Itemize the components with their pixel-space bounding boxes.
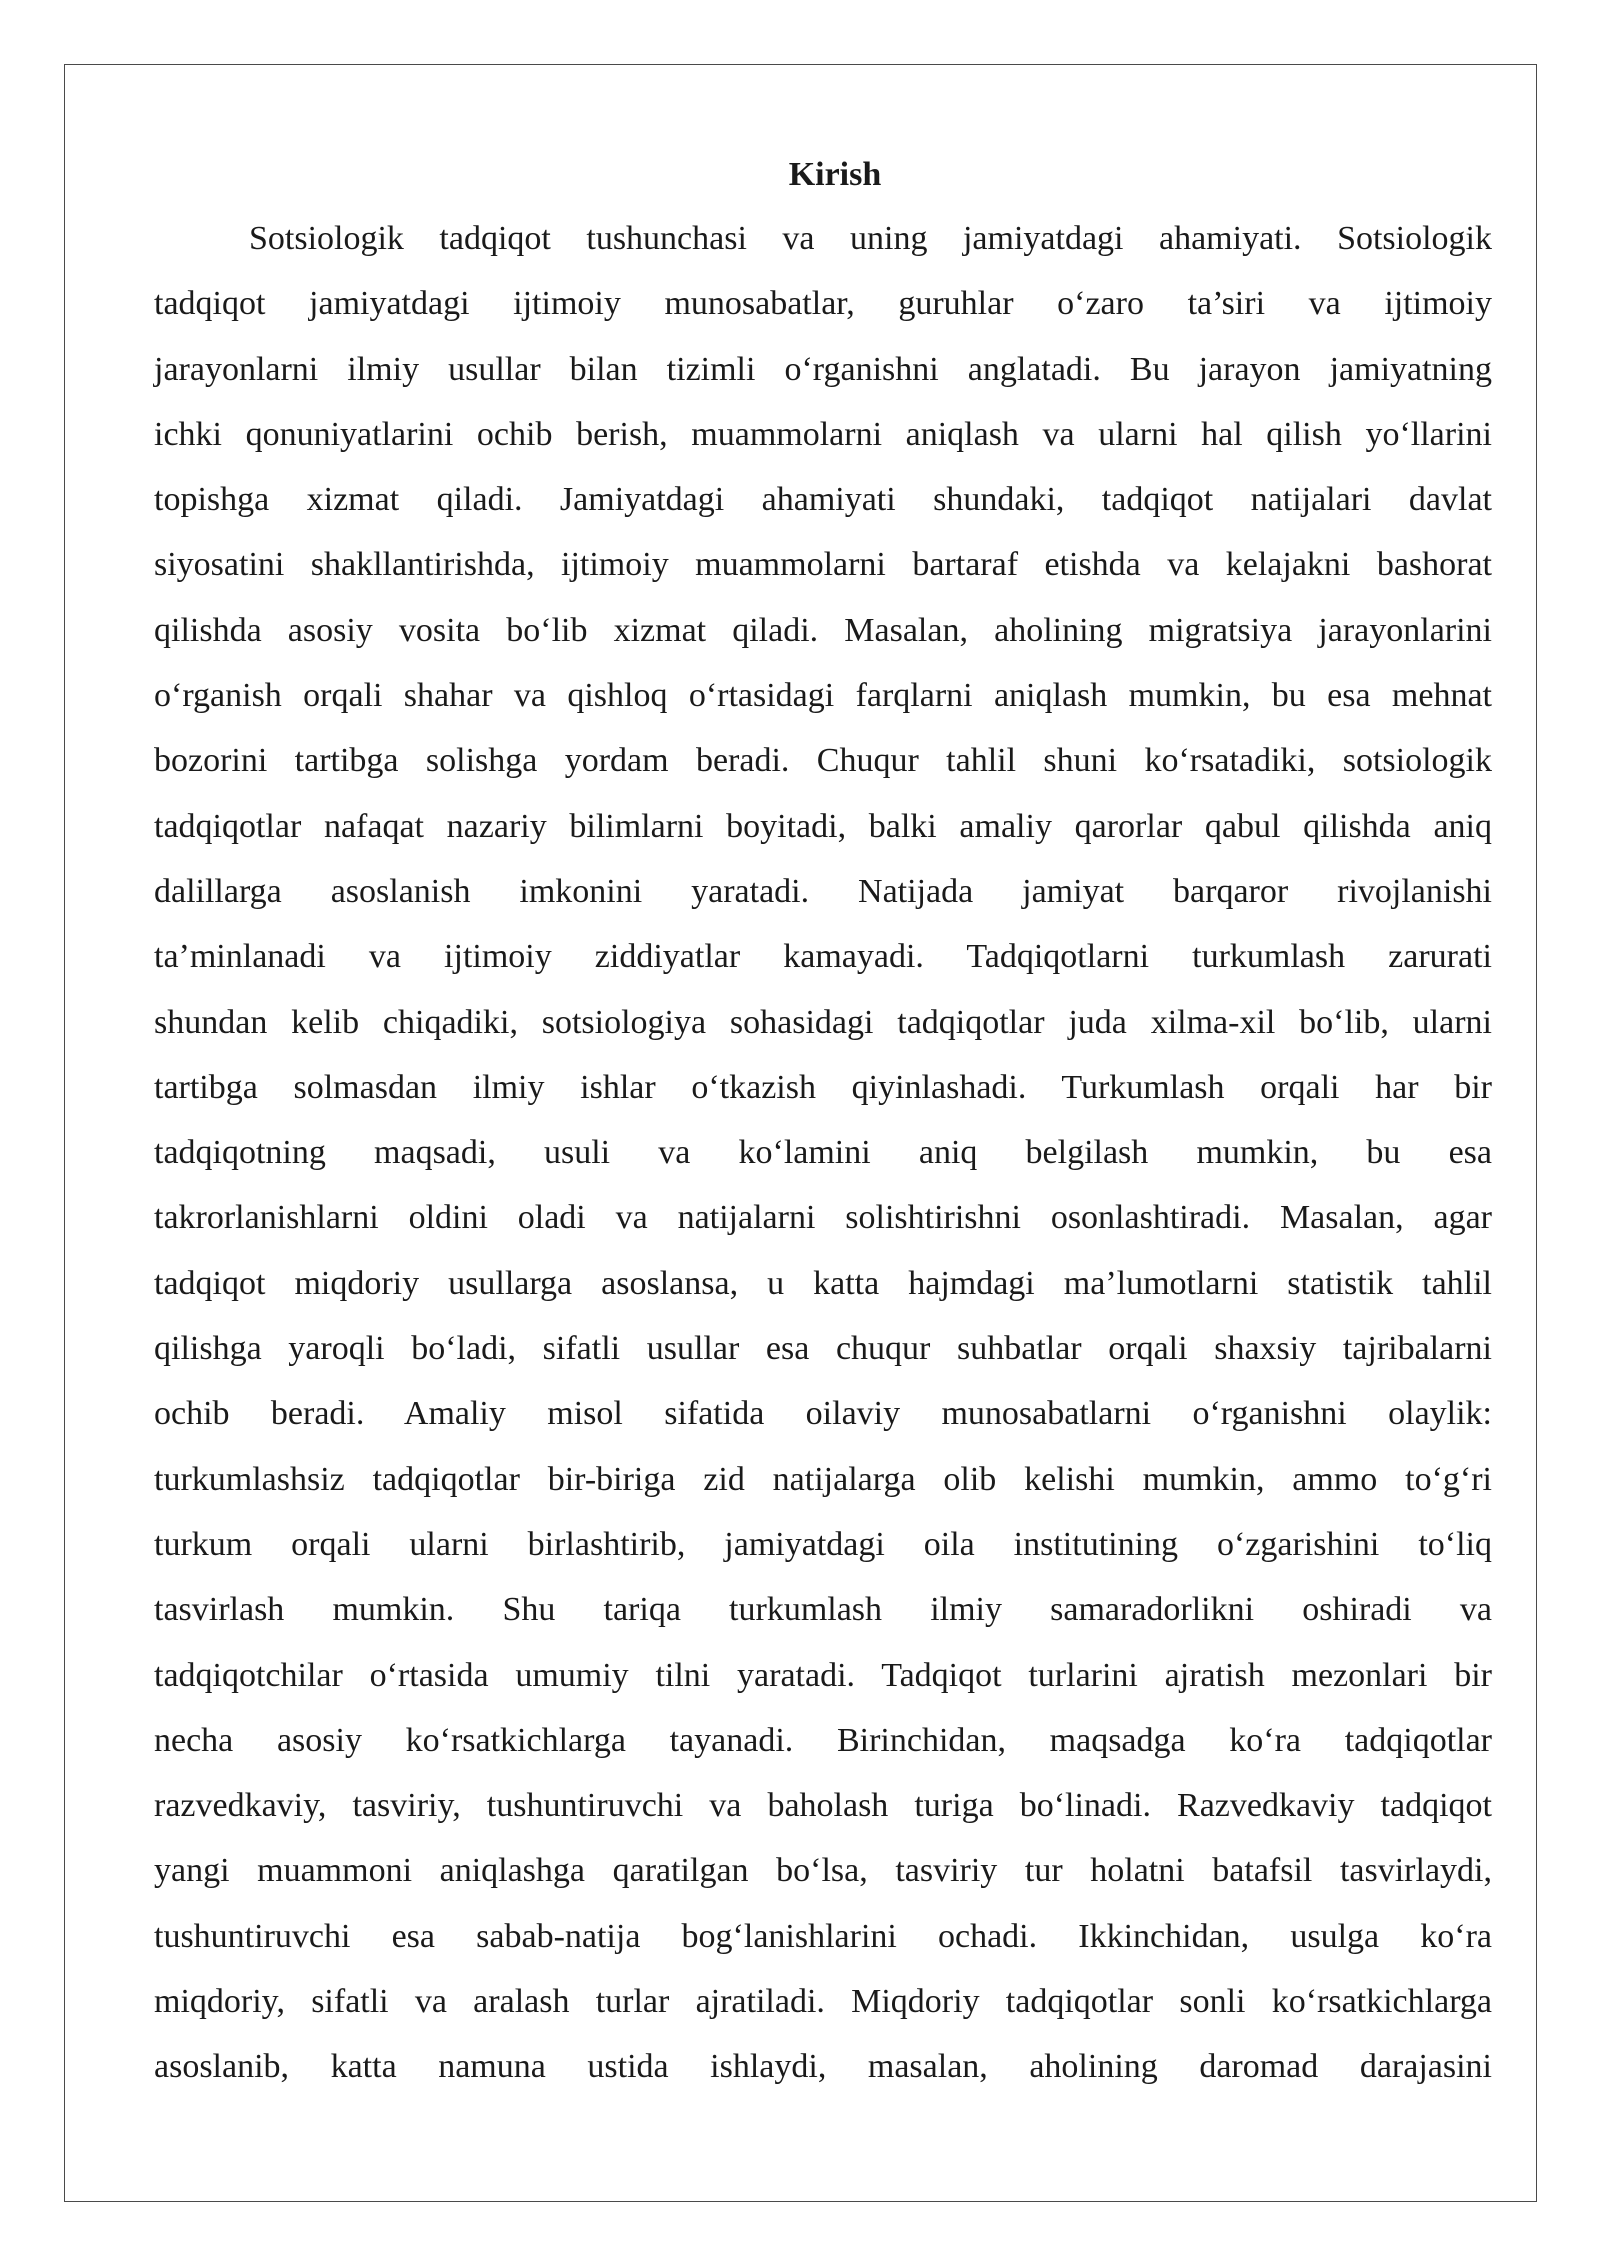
text-line: asoslanib, katta namuna ustida ishlaydi, masalan, aholining daromad darajasini bbox=[154, 2048, 1492, 2086]
text-line: tushuntiruvchi esa sabab-natija bog‘lanishlarini ochadi. Ikkinchidan, usulga ko‘ra bbox=[154, 1917, 1492, 1955]
text-line: ta’minlanadi va ijtimoiy ziddiyatlar kamayadi. Tadqiqotlarni turkumlash zarurati bbox=[154, 938, 1492, 976]
paragraph bbox=[154, 206, 1492, 2100]
text-line: tadqiqotning maqsadi, usuli va ko‘lamini aniq belgilash mumkin, bu esa bbox=[154, 1134, 1492, 1172]
text-line: miqdoriy, sifatli va aralash turlar ajratiladi. Miqdoriy tadqiqotlar sonli ko‘rsatkichlarga bbox=[154, 1983, 1492, 2021]
text-line: Sotsiologik tadqiqot tushunchasi va uning jamiyatdagi ahamiyati. Sotsiologik bbox=[249, 220, 1492, 257]
text-line: ichki qonuniyatlarini ochib berish, muammolarni aniqlash va ularni hal qilish yo‘llarini bbox=[154, 415, 1492, 453]
text-line: tadqiqotlar nafaqat nazariy bilimlarni boyitadi, balki amaliy qarorlar qabul qilishda aniq bbox=[154, 807, 1492, 845]
text-line: bozorini tartibga solishga yordam beradi. Chuqur tahlil shuni ko‘rsatadiki, sotsiologik bbox=[154, 742, 1492, 780]
text-line: jarayonlarni ilmiy usullar bilan tizimli o‘rganishni anglatadi. Bu jarayon jamiyatning bbox=[154, 350, 1492, 388]
text-line: turkum orqali ularni birlashtirib, jamiyatdagi oila institutining o‘zgarishini to‘liq bbox=[154, 1525, 1492, 1563]
document-title: Kirish bbox=[788, 156, 882, 193]
text-line: yangi muammoni aniqlashga qaratilgan bo‘lsa, tasviriy tur holatni batafsil tasvirlaydi, bbox=[154, 1852, 1492, 1890]
text-line: qilishga yaroqli bo‘ladi, sifatli usullar esa chuqur suhbatlar orqali shaxsiy tajribalarni bbox=[154, 1330, 1492, 1368]
text-line: razvedkaviy, tasviriy, tushuntiruvchi va baholash turiga bo‘linadi. Razvedkaviy tadqiqot bbox=[154, 1787, 1492, 1825]
text-line: shundan kelib chiqadiki, sotsiologiya sohasidagi tadqiqotlar juda xilma-xil bo‘lib, ularni bbox=[154, 1003, 1492, 1041]
text-line: tadqiqot jamiyatdagi ijtimoiy munosabatlar, guruhlar o‘zaro ta’siri va ijtimoiy bbox=[154, 285, 1492, 323]
text-line: turkumlashsiz tadqiqotlar bir-biriga zid natijalarga olib kelishi mumkin, ammo to‘g‘ri bbox=[154, 1460, 1492, 1498]
text-line: dalillarga asoslanish imkonini yaratadi. Natijada jamiyat barqaror rivojlanishi bbox=[154, 872, 1492, 910]
text-line: ochib beradi. Amaliy misol sifatida oilaviy munosabatlarni o‘rganishni olaylik: bbox=[154, 1395, 1492, 1433]
text-line: tadqiqotchilar o‘rtasida umumiy tilni yaratadi. Tadqiqot turlarini ajratish mezonlari bir bbox=[154, 1656, 1492, 1694]
text-line: takrorlanishlarni oldini oladi va natijalarni solishtirishni osonlashtiradi. Masalan, agar bbox=[154, 1199, 1492, 1237]
text-line: necha asosiy ko‘rsatkichlarga tayanadi. Birinchidan, maqsadga ko‘ra tadqiqotlar bbox=[154, 1721, 1492, 1759]
text-line: tadqiqot miqdoriy usullarga asoslansa, u katta hajmdagi ma’lumotlarni statistik tahlil bbox=[154, 1264, 1492, 1302]
text-line: tartibga solmasdan ilmiy ishlar o‘tkazish qiyinlashadi. Turkumlash orqali har bir bbox=[154, 1068, 1492, 1106]
text-line: qilishda asosiy vosita bo‘lib xizmat qiladi. Masalan, aholining migratsiya jarayonlarini bbox=[154, 611, 1492, 649]
text-line: siyosatini shakllantirishda, ijtimoiy muammolarni bartaraf etishda va kelajakni bashorat bbox=[154, 546, 1492, 584]
text-line: topishga xizmat qiladi. Jamiyatdagi ahamiyati shundaki, tadqiqot natijalari davlat bbox=[154, 481, 1492, 519]
text-line: o‘rganish orqali shahar va qishloq o‘rtasidagi farqlarni aniqlash mumkin, bu esa mehnat bbox=[154, 677, 1492, 715]
text-line: tasvirlash mumkin. Shu tariqa turkumlash ilmiy samaradorlikni oshiradi va bbox=[154, 1591, 1492, 1629]
document-body bbox=[154, 148, 1492, 2100]
